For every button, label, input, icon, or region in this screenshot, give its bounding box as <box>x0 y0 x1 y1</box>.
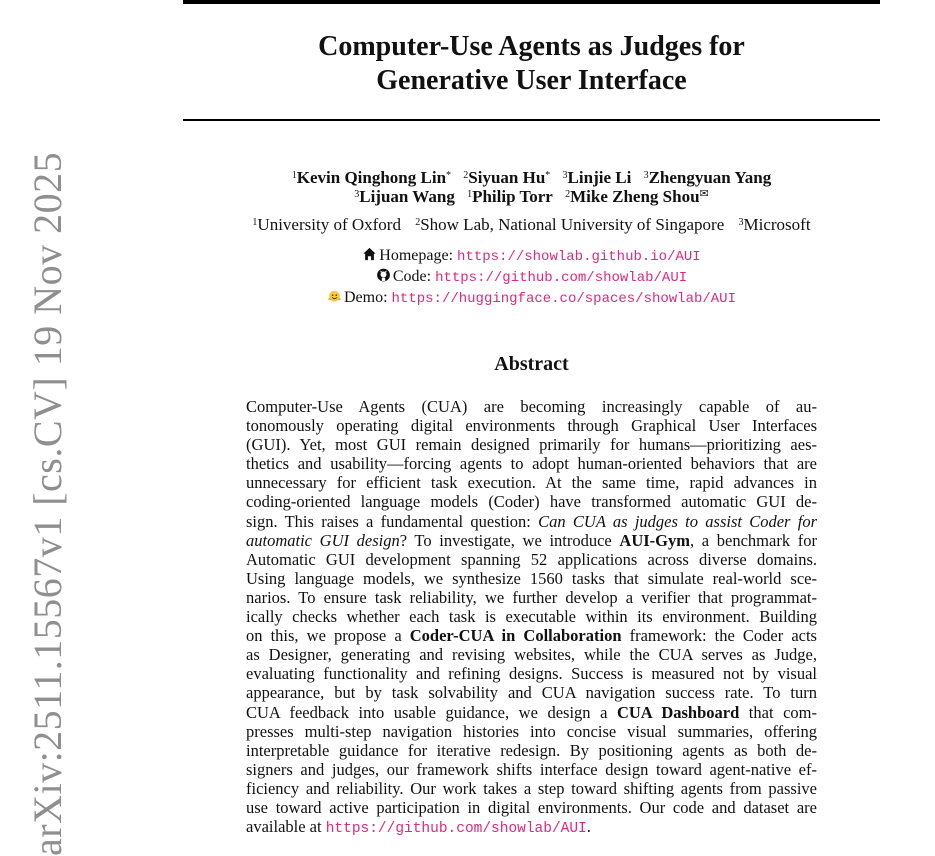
abstract-line: interpretable guidance for iterative redesign. By positioning agents as both de- <box>246 740 817 760</box>
abstract-line: as Designer, generating and revising websites, while the CUA serves as Judge, <box>246 645 817 665</box>
abstract-line: use toward active participation in digital environments. Our code and dataset are <box>246 797 817 817</box>
title-line-2: Generative User Interface <box>376 65 687 96</box>
abstract-line: sign. This raises a fundamental question: Can CUA as judges to assist Coder for <box>246 511 817 531</box>
link-list <box>183 246 880 309</box>
author-name: $^3$Lijuan Wang <box>354 187 455 206</box>
envelope-icon: ✉ <box>699 188 709 200</box>
author-name: $^2$Siyuan Hu* <box>463 168 551 187</box>
author-name: $^3$Zhengyuan Yang <box>643 168 772 187</box>
author-name: $^2$Mike Zheng Shou✉ <box>565 187 709 206</box>
author-name: $^3$Linjie Li <box>562 168 632 187</box>
homepage-link[interactable]: https://showlab.github.io/AUI <box>457 249 701 265</box>
abstract-line: presses multi-step navigation histories into concise visual summaries, offering <box>246 721 817 741</box>
demo-link[interactable]: https://huggingface.co/spaces/showlab/AUI <box>391 291 736 307</box>
abstract-line: Computer-Use Agents (CUA) are becoming increasingly capable of au- <box>246 397 817 416</box>
abstract-code-link[interactable]: https://github.com/showlab/AUI <box>325 821 587 838</box>
abstract-line: ficiency and reliability. Our work takes a step toward shifting agents from passive <box>246 778 817 798</box>
abstract-line: unnecessary for efficient task execution. At the same time, rapid advances in <box>246 473 817 493</box>
abstract-line: evaluating functionality and refining designs. Success is measured not by visual <box>246 664 817 684</box>
affiliation-list <box>183 215 880 235</box>
abstract-line: automatic GUI design? To investigate, we introduce AUI-Gym, a benchmark for <box>246 530 817 550</box>
abstract-line: CUA feedback into usable guidance, we design a CUA Dashboard that com- <box>246 702 817 722</box>
affiliation: $^2$Show Lab, National University of Singapore <box>415 215 725 234</box>
abstract-line: Using language models, we synthesize 1560 tasks that simulate real-world sce- <box>246 568 817 588</box>
title-rule <box>183 119 880 121</box>
author-line-1 <box>183 168 880 187</box>
arxiv-identifier: arXiv:2511.15567v1 [cs.CV] 19 Nov 2025 <box>25 151 70 856</box>
question-italic: Can CUA as judges to assist Coder for <box>538 511 817 531</box>
author-name: $^1$Kevin Qinghong Lin* <box>291 168 452 187</box>
affiliation: $^3$Microsoft <box>738 215 811 234</box>
abstract-line: narios. To ensure task reliability, we further develop a verifier that programmat- <box>246 587 817 607</box>
code-link[interactable]: https://github.com/showlab/AUI <box>435 270 688 286</box>
home-icon <box>362 247 377 261</box>
affiliation: $^1$University of Oxford <box>252 215 401 234</box>
abstract-heading: Abstract <box>494 353 569 375</box>
demo-row <box>183 288 880 309</box>
abstract-line: available at https://github.com/showlab/AUI. <box>246 817 591 838</box>
cua-dashboard-term: CUA Dashboard <box>616 702 740 722</box>
abstract-line: on this, we propose a Coder-CUA in Collaboration framework: the Coder acts <box>246 626 817 646</box>
aui-gym-term: AUI-Gym <box>619 530 690 550</box>
abstract-body <box>246 397 817 839</box>
hugging-face-icon <box>327 289 342 303</box>
homepage-row <box>183 246 880 267</box>
github-icon <box>376 268 391 282</box>
abstract-line: ically checks whether each task is executable within its environment. Building <box>246 607 817 627</box>
code-row <box>183 267 880 288</box>
abstract-line: Automatic GUI development spanning 52 applications across diverse domains. <box>246 549 817 569</box>
abstract-line: thetics and usability—forcing agents to adopt human-oriented behaviors that are <box>246 454 817 474</box>
title-line-1: Computer-Use Agents as Judges for <box>318 31 745 62</box>
abstract-line: (GUI). Yet, most GUI remain designed primarily for humans—prioritizing aes- <box>246 435 817 455</box>
abstract-line: signers and judges, our framework shifts interface design toward agent-native ef- <box>246 759 817 779</box>
homepage-label: Homepage: <box>379 247 454 264</box>
top-rule <box>183 0 880 4</box>
author-line-2 <box>183 187 880 206</box>
code-label: Code: <box>392 268 432 285</box>
author-list <box>183 168 880 206</box>
abstract-line: coding-oriented language models (Coder) have transformed automatic GUI de- <box>246 492 817 512</box>
demo-label: Demo: <box>343 289 388 306</box>
author-name: $^1$Philip Torr <box>467 187 553 206</box>
abstract-line: appearance, but by task solvability and CUA navigation success rate. To turn <box>246 683 817 703</box>
abstract-line: tonomously operating digital environments through Graphical User Interfaces <box>246 416 817 436</box>
question-italic: automatic GUI design <box>246 530 400 550</box>
coder-cua-term: Coder-CUA in Collaboration <box>409 626 622 646</box>
paper-title <box>183 30 880 98</box>
